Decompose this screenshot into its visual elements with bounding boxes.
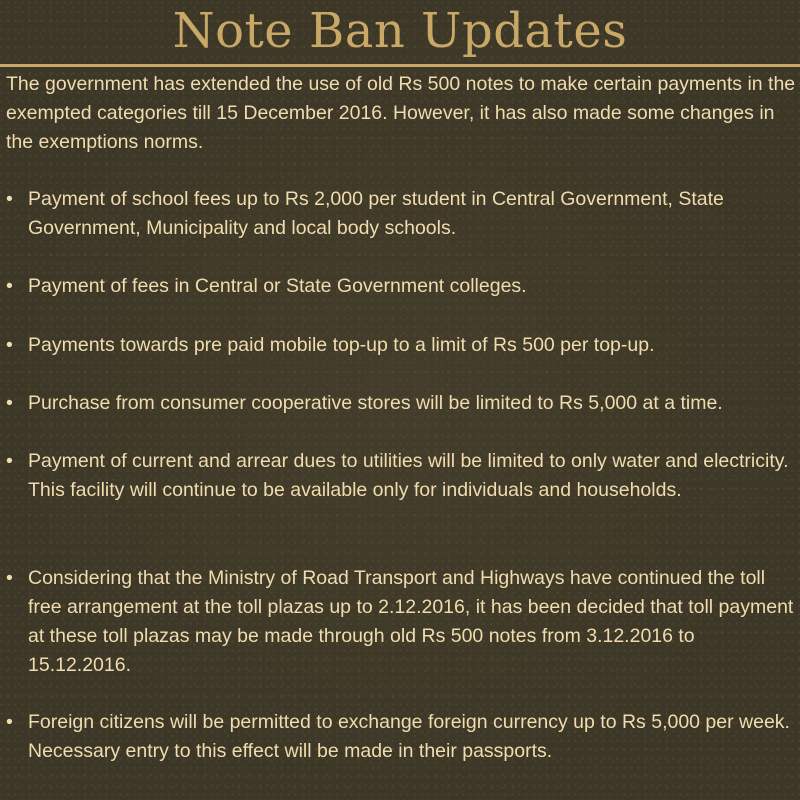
list-item: • Payments towards pre paid mobile top-up to a limit of Rs 500 per top-up. (28, 331, 796, 360)
list-item: • Considering that the Ministry of Road Transport and Highways have continued the toll free arrangement at the toll plazas up to 2.12.2016, it has been decided that toll payment at these toll plazas may be made through old Rs 500 notes from 3.12.2016 to 15.12.2016. (28, 564, 796, 680)
title-divider (0, 64, 800, 67)
list-item: • Payment of current and arrear dues to utilities will be limited to only water and electricity. This facility will continue to be available only for individuals and households. (28, 447, 796, 505)
list-item: • Payment of fees in Central or State Government colleges. (28, 272, 796, 301)
list-item: • Payment of school fees up to Rs 2,000 per student in Central Government, State Government, Municipality and local body schools. (28, 185, 796, 243)
page-title: Note Ban Updates (172, 3, 628, 59)
intro-paragraph: The government has extended the use of old Rs 500 notes to make certain payments in the exempted categories till 15 December 2016. However, it has also made some changes in the exemptions norms. (6, 73, 796, 153)
list-item: • Purchase from consumer cooperative stores will be limited to Rs 5,000 at a time. (28, 389, 796, 418)
list-item: • Foreign citizens will be permitted to exchange foreign currency up to Rs 5,000 per week. Necessary entry to this effect will be made in their passports. (28, 708, 796, 766)
